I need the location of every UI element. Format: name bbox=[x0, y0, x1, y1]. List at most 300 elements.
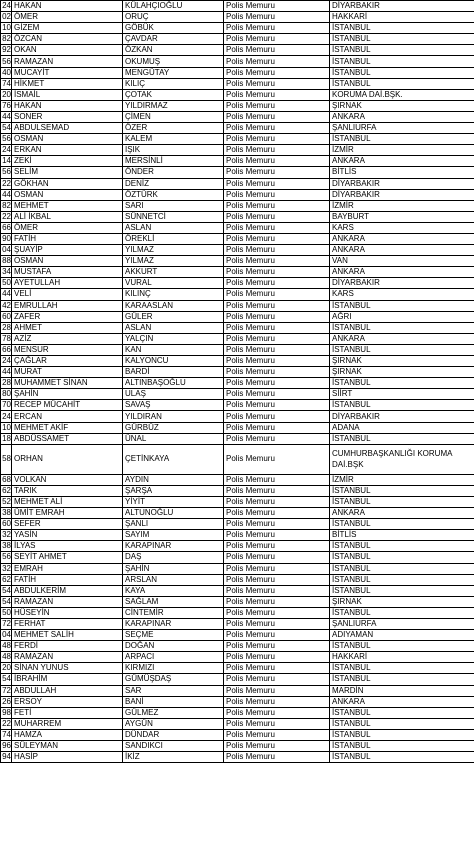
table-row bbox=[1, 145, 474, 156]
rank-cell: Polis Memuru bbox=[224, 729, 330, 740]
row-number: 60 bbox=[2, 311, 11, 321]
row-number: 44 bbox=[2, 111, 11, 121]
rank-cell: Polis Memuru bbox=[224, 652, 330, 663]
surname-cell: ÜNAL bbox=[123, 433, 224, 444]
first-name-cell: İBRAHİM bbox=[12, 674, 123, 685]
row-number: 56 bbox=[2, 552, 11, 562]
rank-cell: Polis Memuru bbox=[224, 333, 330, 344]
table-row bbox=[1, 541, 474, 552]
row-number: 22 bbox=[2, 211, 11, 221]
rank-cell: Polis Memuru bbox=[224, 508, 330, 519]
rank-cell: Polis Memuru bbox=[224, 100, 330, 111]
row-number: 24 bbox=[2, 145, 11, 155]
surname-cell: ÇETİNKAYA bbox=[123, 444, 224, 474]
table-row bbox=[1, 741, 474, 752]
table-row bbox=[1, 485, 474, 496]
first-name-cell: MURAT bbox=[12, 367, 123, 378]
first-name-cell: OSMAN bbox=[12, 134, 123, 145]
assignment-cell: DİYARBAKIR bbox=[330, 1, 474, 12]
surname-cell: DAŞ bbox=[123, 552, 224, 563]
row-number: 70 bbox=[2, 400, 11, 410]
rank-cell: Polis Memuru bbox=[224, 145, 330, 156]
table-row bbox=[1, 618, 474, 629]
rank-cell: Polis Memuru bbox=[224, 674, 330, 685]
first-name-cell: ÇAĞLAR bbox=[12, 356, 123, 367]
first-name-cell: FATİH bbox=[12, 574, 123, 585]
rank-cell: Polis Memuru bbox=[224, 78, 330, 89]
table-row bbox=[1, 189, 474, 200]
table-row bbox=[1, 607, 474, 618]
table-row bbox=[1, 245, 474, 256]
surname-cell: DOĞAN bbox=[123, 641, 224, 652]
table-row bbox=[1, 267, 474, 278]
first-name-cell: FERHAT bbox=[12, 618, 123, 629]
assignment-cell: DİYARBAKIR bbox=[330, 178, 474, 189]
table-row bbox=[1, 378, 474, 389]
first-name-cell: ZAFER bbox=[12, 311, 123, 322]
table-row bbox=[1, 552, 474, 563]
assignment-cell: ANKARA bbox=[330, 508, 474, 519]
assignment-cell: KARS bbox=[330, 289, 474, 300]
row-number: 04 bbox=[2, 630, 11, 640]
table-row bbox=[1, 411, 474, 422]
assignment-cell: İSTANBUL bbox=[330, 134, 474, 145]
assignment-cell: ANKARA bbox=[330, 696, 474, 707]
rank-cell: Polis Memuru bbox=[224, 378, 330, 389]
first-name-cell: ÖZCAN bbox=[12, 34, 123, 45]
row-number: 24 bbox=[2, 356, 11, 366]
table-row bbox=[1, 134, 474, 145]
assignment-cell: DİYARBAKIR bbox=[330, 189, 474, 200]
surname-cell: KILIÇ bbox=[123, 78, 224, 89]
row-number: 44 bbox=[2, 189, 11, 199]
table-row bbox=[1, 289, 474, 300]
first-name-cell: MEHMET bbox=[12, 200, 123, 211]
row-number: 58 bbox=[1, 444, 12, 474]
surname-cell: ÖREKLİ bbox=[123, 233, 224, 244]
table-row bbox=[1, 111, 474, 122]
first-name-cell: MUSTAFA bbox=[12, 267, 123, 278]
assignment-cell: İSTANBUL bbox=[330, 707, 474, 718]
surname-cell: ALTINBAŞOĞLU bbox=[123, 378, 224, 389]
table-row bbox=[1, 322, 474, 333]
rank-cell: Polis Memuru bbox=[224, 530, 330, 541]
rank-cell: Polis Memuru bbox=[224, 134, 330, 145]
rank-cell: Polis Memuru bbox=[224, 444, 330, 474]
surname-cell: KILINÇ bbox=[123, 289, 224, 300]
first-name-cell: OKAN bbox=[12, 45, 123, 56]
assignment-cell: VAN bbox=[330, 256, 474, 267]
rank-cell: Polis Memuru bbox=[224, 630, 330, 641]
row-number: 04 bbox=[2, 245, 11, 255]
row-number: 22 bbox=[2, 718, 11, 728]
surname-cell: AYDIN bbox=[123, 474, 224, 485]
rank-cell: Polis Memuru bbox=[224, 641, 330, 652]
rank-cell: Polis Memuru bbox=[224, 256, 330, 267]
first-name-cell: SİNAN YUNUS bbox=[12, 663, 123, 674]
row-number: 44 bbox=[2, 289, 11, 299]
table-row bbox=[1, 596, 474, 607]
surname-cell: KARAASLAN bbox=[123, 300, 224, 311]
row-number: 88 bbox=[2, 256, 11, 266]
surname-cell: SAVAŞ bbox=[123, 400, 224, 411]
rank-cell: Polis Memuru bbox=[224, 267, 330, 278]
first-name-cell: FATİH bbox=[12, 233, 123, 244]
rank-cell: Polis Memuru bbox=[224, 233, 330, 244]
surname-cell: İKİZ bbox=[123, 752, 224, 763]
row-number: 66 bbox=[2, 222, 11, 232]
table-row bbox=[1, 233, 474, 244]
table-row bbox=[1, 222, 474, 233]
assignment-cell: CUMHURBAŞKANLIĞI KORUMA DAİ.BŞK bbox=[330, 444, 474, 474]
assignment-cell: SİİRT bbox=[330, 389, 474, 400]
assignment-cell: İZMİR bbox=[330, 474, 474, 485]
surname-cell: SAYIM bbox=[123, 530, 224, 541]
surname-cell: KÜLAHÇIOĞLU bbox=[123, 1, 224, 12]
row-number: 24 bbox=[2, 411, 11, 421]
rank-cell: Polis Memuru bbox=[224, 367, 330, 378]
row-number: 74 bbox=[2, 729, 11, 739]
first-name-cell: OSMAN bbox=[12, 189, 123, 200]
surname-cell: ARPACI bbox=[123, 652, 224, 663]
row-number: 82 bbox=[2, 200, 11, 210]
surname-cell: KARAPINAR bbox=[123, 618, 224, 629]
surname-cell: ÖZKAN bbox=[123, 45, 224, 56]
table-row bbox=[1, 256, 474, 267]
surname-cell: KARAPINAR bbox=[123, 541, 224, 552]
rank-cell: Polis Memuru bbox=[224, 167, 330, 178]
table-row bbox=[1, 563, 474, 574]
rank-cell: Polis Memuru bbox=[224, 189, 330, 200]
assignment-cell: ANKARA bbox=[330, 245, 474, 256]
surname-cell: KALYONCU bbox=[123, 356, 224, 367]
assignment-cell: İSTANBUL bbox=[330, 741, 474, 752]
rank-cell: Polis Memuru bbox=[224, 67, 330, 78]
assignment-cell: KORUMA DAİ.BŞK. bbox=[330, 89, 474, 100]
surname-cell: AYGÜN bbox=[123, 718, 224, 729]
surname-cell: YILMAZ bbox=[123, 256, 224, 267]
surname-cell: ŞAHİN bbox=[123, 563, 224, 574]
row-number: 72 bbox=[2, 619, 11, 629]
table-row bbox=[1, 422, 474, 433]
table-row bbox=[1, 433, 474, 444]
first-name-cell: HÜSEYİN bbox=[12, 607, 123, 618]
assignment-cell: ADANA bbox=[330, 422, 474, 433]
surname-cell: ÖZTÜRK bbox=[123, 189, 224, 200]
first-name-cell: SEYİT AHMET bbox=[12, 552, 123, 563]
table-row bbox=[1, 211, 474, 222]
row-number: 24 bbox=[2, 1, 11, 11]
rank-cell: Polis Memuru bbox=[224, 574, 330, 585]
row-number: 32 bbox=[2, 530, 11, 540]
table-row bbox=[1, 718, 474, 729]
first-name-cell: ERSOY bbox=[12, 696, 123, 707]
row-number: 22 bbox=[2, 178, 11, 188]
assignment-cell: İSTANBUL bbox=[330, 45, 474, 56]
table-row bbox=[1, 519, 474, 530]
row-number: 02 bbox=[2, 12, 11, 22]
surname-cell: YİYİT bbox=[123, 496, 224, 507]
assignment-cell: İSTANBUL bbox=[330, 433, 474, 444]
assignment-cell: İSTANBUL bbox=[330, 400, 474, 411]
rank-cell: Polis Memuru bbox=[224, 200, 330, 211]
table-row bbox=[1, 663, 474, 674]
table-row bbox=[1, 200, 474, 211]
surname-cell: BANİ bbox=[123, 696, 224, 707]
rank-cell: Polis Memuru bbox=[224, 178, 330, 189]
assignment-cell: ANKARA bbox=[330, 233, 474, 244]
rank-cell: Polis Memuru bbox=[224, 474, 330, 485]
assignment-cell: İSTANBUL bbox=[330, 78, 474, 89]
first-name-cell: ÖMER bbox=[12, 222, 123, 233]
first-name-cell: İLYAS bbox=[12, 541, 123, 552]
assignment-cell: İSTANBUL bbox=[330, 718, 474, 729]
rank-cell: Polis Memuru bbox=[224, 707, 330, 718]
first-name-cell: MEHMET AKİF bbox=[12, 422, 123, 433]
rank-cell: Polis Memuru bbox=[224, 696, 330, 707]
surname-cell: CİNTEMİR bbox=[123, 607, 224, 618]
first-name-cell: RAMAZAN bbox=[12, 596, 123, 607]
rank-cell: Polis Memuru bbox=[224, 34, 330, 45]
first-name-cell: HASİP bbox=[12, 752, 123, 763]
row-number: 32 bbox=[2, 563, 11, 573]
rank-cell: Polis Memuru bbox=[224, 311, 330, 322]
first-name-cell: AHMET bbox=[12, 322, 123, 333]
table-row bbox=[1, 123, 474, 134]
table-row bbox=[1, 444, 474, 474]
assignment-cell: ŞANLIURFA bbox=[330, 618, 474, 629]
rank-cell: Polis Memuru bbox=[224, 422, 330, 433]
rank-cell: Polis Memuru bbox=[224, 596, 330, 607]
first-name-cell: ŞUAYİP bbox=[12, 245, 123, 256]
row-number: 44 bbox=[2, 367, 11, 377]
table-row bbox=[1, 67, 474, 78]
table-row bbox=[1, 89, 474, 100]
row-number: 94 bbox=[2, 752, 11, 762]
rank-cell: Polis Memuru bbox=[224, 289, 330, 300]
rank-cell: Polis Memuru bbox=[224, 585, 330, 596]
first-name-cell: ABDULLAH bbox=[12, 685, 123, 696]
assignment-cell: İSTANBUL bbox=[330, 23, 474, 34]
row-number: 38 bbox=[2, 541, 11, 551]
surname-cell: SÜNNETCİ bbox=[123, 211, 224, 222]
row-number: 90 bbox=[2, 234, 11, 244]
rank-cell: Polis Memuru bbox=[224, 389, 330, 400]
rank-cell: Polis Memuru bbox=[224, 400, 330, 411]
table-row bbox=[1, 156, 474, 167]
rank-cell: Polis Memuru bbox=[224, 685, 330, 696]
table-row bbox=[1, 356, 474, 367]
surname-cell: OKUMUŞ bbox=[123, 56, 224, 67]
row-number: 42 bbox=[2, 300, 11, 310]
row-number: 14 bbox=[2, 156, 11, 166]
assignment-cell: ŞIRNAK bbox=[330, 356, 474, 367]
first-name-cell: HAKAN bbox=[12, 100, 123, 111]
surname-cell: IŞIK bbox=[123, 145, 224, 156]
first-name-cell: ERCAN bbox=[12, 411, 123, 422]
assignment-cell: İSTANBUL bbox=[330, 552, 474, 563]
row-number: 38 bbox=[2, 508, 11, 518]
first-name-cell: SELİM bbox=[12, 167, 123, 178]
surname-cell: SEÇME bbox=[123, 630, 224, 641]
row-number: 62 bbox=[2, 485, 11, 495]
surname-cell: YALÇIN bbox=[123, 333, 224, 344]
table-row bbox=[1, 496, 474, 507]
table-row bbox=[1, 100, 474, 111]
row-number: 66 bbox=[2, 344, 11, 354]
assignment-cell: İSTANBUL bbox=[330, 541, 474, 552]
table-row bbox=[1, 729, 474, 740]
assignment-cell: İSTANBUL bbox=[330, 641, 474, 652]
surname-cell: GÜLER bbox=[123, 311, 224, 322]
surname-cell: ŞARŞA bbox=[123, 485, 224, 496]
table-row bbox=[1, 752, 474, 763]
surname-cell: ASLAN bbox=[123, 322, 224, 333]
first-name-cell: VELİ bbox=[12, 289, 123, 300]
first-name-cell: AYETULLAH bbox=[12, 278, 123, 289]
surname-cell: YILMAZ bbox=[123, 245, 224, 256]
assignment-cell: ANKARA bbox=[330, 333, 474, 344]
table-row bbox=[1, 56, 474, 67]
assignment-cell: ŞANLIURFA bbox=[330, 123, 474, 134]
rank-cell: Polis Memuru bbox=[224, 211, 330, 222]
first-name-cell: ZEKİ bbox=[12, 156, 123, 167]
assignment-cell: İSTANBUL bbox=[330, 300, 474, 311]
surname-cell: ÖZER bbox=[123, 123, 224, 134]
table-row bbox=[1, 278, 474, 289]
surname-cell: KALEM bbox=[123, 134, 224, 145]
row-number: 34 bbox=[2, 267, 11, 277]
first-name-cell: ÖMER bbox=[12, 12, 123, 23]
assignment-cell: İSTANBUL bbox=[330, 585, 474, 596]
assignment-cell: ANKARA bbox=[330, 267, 474, 278]
first-name-cell: GÖKHAN bbox=[12, 178, 123, 189]
assignment-cell: İSTANBUL bbox=[330, 574, 474, 585]
surname-cell: KAN bbox=[123, 344, 224, 355]
row-number: 54 bbox=[2, 596, 11, 606]
surname-cell: KIRMIZI bbox=[123, 663, 224, 674]
table-row bbox=[1, 585, 474, 596]
assignment-cell: İSTANBUL bbox=[330, 729, 474, 740]
assignment-cell: MARDİN bbox=[330, 685, 474, 696]
first-name-cell: ABDULSEMAD bbox=[12, 123, 123, 134]
surname-cell: SAĞLAM bbox=[123, 596, 224, 607]
table-row bbox=[1, 674, 474, 685]
rank-cell: Polis Memuru bbox=[224, 541, 330, 552]
first-name-cell: MENSUR bbox=[12, 344, 123, 355]
surname-cell: SARI bbox=[123, 200, 224, 211]
surname-cell: GÜLMEZ bbox=[123, 707, 224, 718]
surname-cell: KAYA bbox=[123, 585, 224, 596]
rank-cell: Polis Memuru bbox=[224, 496, 330, 507]
assignment-cell: ŞIRNAK bbox=[330, 100, 474, 111]
row-number: 50 bbox=[2, 607, 11, 617]
surname-cell: ÇAVDAR bbox=[123, 34, 224, 45]
row-number: 74 bbox=[2, 78, 11, 88]
assignment-cell: BİTLİS bbox=[330, 530, 474, 541]
rank-cell: Polis Memuru bbox=[224, 618, 330, 629]
assignment-cell: İSTANBUL bbox=[330, 496, 474, 507]
row-number: 48 bbox=[2, 652, 11, 662]
table-row bbox=[1, 1, 474, 12]
row-number: 92 bbox=[2, 45, 11, 55]
surname-cell: AKKURT bbox=[123, 267, 224, 278]
surname-cell: MENGÜTAY bbox=[123, 67, 224, 78]
assignment-cell: İZMİR bbox=[330, 145, 474, 156]
first-name-cell: MEHMET SALİH bbox=[12, 630, 123, 641]
rank-cell: Polis Memuru bbox=[224, 156, 330, 167]
row-number: 60 bbox=[2, 519, 11, 529]
surname-cell: GÜMÜŞDAŞ bbox=[123, 674, 224, 685]
surname-cell: ASLAN bbox=[123, 222, 224, 233]
rank-cell: Polis Memuru bbox=[224, 1, 330, 12]
rank-cell: Polis Memuru bbox=[224, 663, 330, 674]
first-name-cell: RAMAZAN bbox=[12, 652, 123, 663]
row-number: 68 bbox=[2, 474, 11, 484]
surname-cell: YILDIRAN bbox=[123, 411, 224, 422]
rank-cell: Polis Memuru bbox=[224, 56, 330, 67]
surname-cell: DENİZ bbox=[123, 178, 224, 189]
table-row bbox=[1, 530, 474, 541]
surname-cell: GÜRBÜZ bbox=[123, 422, 224, 433]
row-number: 10 bbox=[2, 23, 11, 33]
assignment-cell: İSTANBUL bbox=[330, 752, 474, 763]
rank-cell: Polis Memuru bbox=[224, 356, 330, 367]
rank-cell: Polis Memuru bbox=[224, 741, 330, 752]
first-name-cell: FETİ bbox=[12, 707, 123, 718]
assignment-cell: İSTANBUL bbox=[330, 485, 474, 496]
row-number: 78 bbox=[2, 333, 11, 343]
surname-cell: ORUÇ bbox=[123, 12, 224, 23]
rank-cell: Polis Memuru bbox=[224, 552, 330, 563]
rank-cell: Polis Memuru bbox=[224, 45, 330, 56]
table-row bbox=[1, 574, 474, 585]
first-name-cell: ERKAN bbox=[12, 145, 123, 156]
row-number: 26 bbox=[2, 696, 11, 706]
rank-cell: Polis Memuru bbox=[224, 278, 330, 289]
rank-cell: Polis Memuru bbox=[224, 752, 330, 763]
row-number: 48 bbox=[2, 641, 11, 651]
row-number: 56 bbox=[2, 56, 11, 66]
first-name-cell: MEHMET ALİ bbox=[12, 496, 123, 507]
table-row bbox=[1, 707, 474, 718]
assignment-cell: İSTANBUL bbox=[330, 34, 474, 45]
first-name-cell: İSMAİL bbox=[12, 89, 123, 100]
row-number: 40 bbox=[2, 67, 11, 77]
rank-cell: Polis Memuru bbox=[224, 300, 330, 311]
first-name-cell: HAKAN bbox=[12, 1, 123, 12]
assignment-cell: İSTANBUL bbox=[330, 56, 474, 67]
assignment-cell: DİYARBAKIR bbox=[330, 411, 474, 422]
table-row bbox=[1, 389, 474, 400]
assignment-cell: ANKARA bbox=[330, 156, 474, 167]
table-row bbox=[1, 630, 474, 641]
surname-cell: DÜNDAR bbox=[123, 729, 224, 740]
assignment-cell: ADIYAMAN bbox=[330, 630, 474, 641]
rank-cell: Polis Memuru bbox=[224, 123, 330, 134]
first-name-cell: ABDÜSSAMET bbox=[12, 433, 123, 444]
assignment-cell: DİYARBAKIR bbox=[330, 278, 474, 289]
rank-cell: Polis Memuru bbox=[224, 519, 330, 530]
table-row bbox=[1, 652, 474, 663]
assignment-cell: HAKKARİ bbox=[330, 652, 474, 663]
table-row bbox=[1, 508, 474, 519]
assignment-cell: BİTLİS bbox=[330, 167, 474, 178]
assignment-cell: İSTANBUL bbox=[330, 674, 474, 685]
row-number: 56 bbox=[2, 167, 11, 177]
first-name-cell: HAMZA bbox=[12, 729, 123, 740]
surname-cell: VURAL bbox=[123, 278, 224, 289]
